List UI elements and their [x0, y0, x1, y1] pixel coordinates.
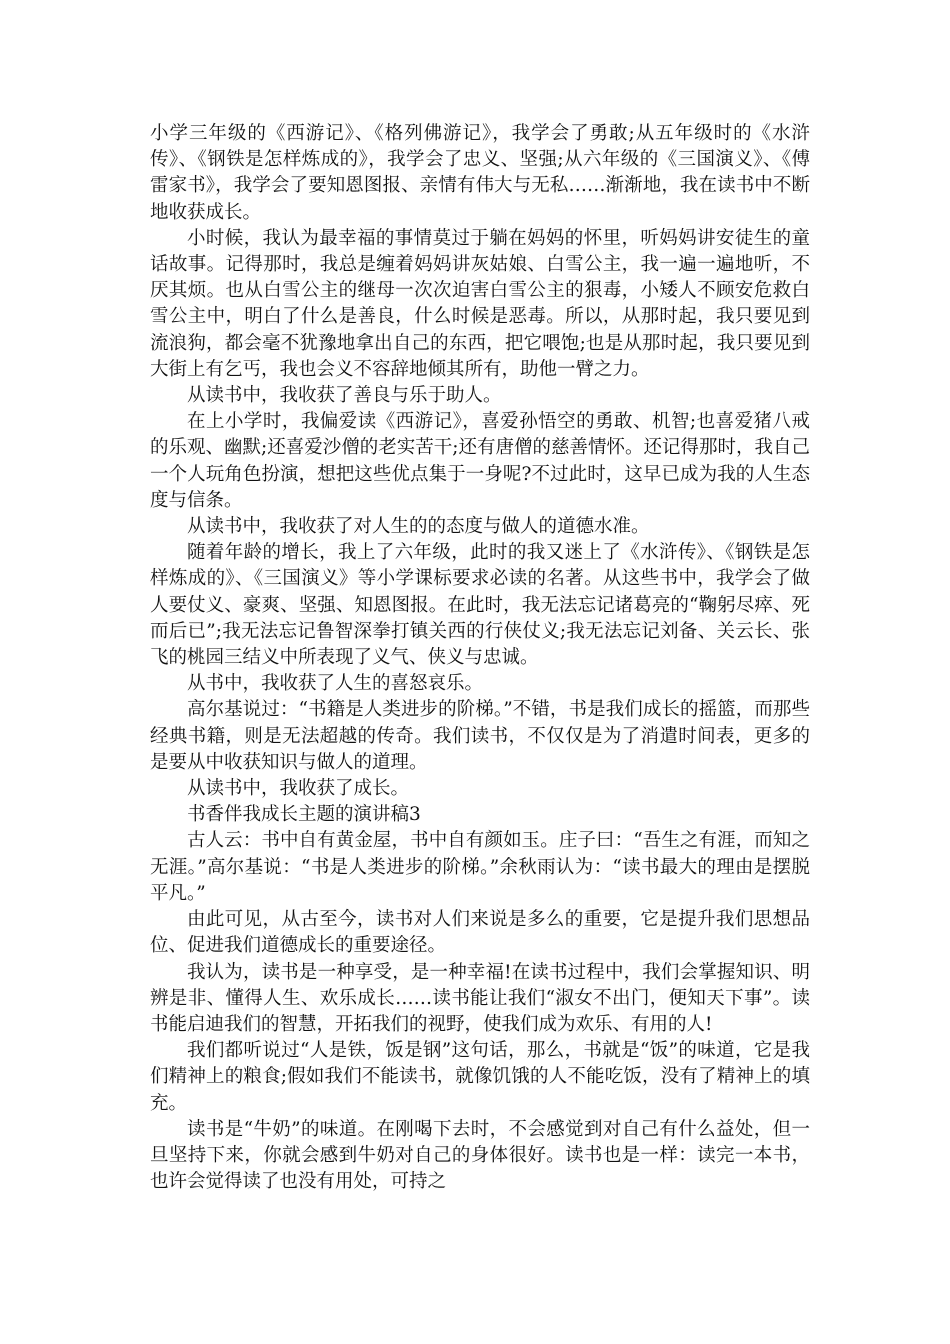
paragraph: 小时候，我认为最幸福的事情莫过于躺在妈妈的怀里，听妈妈讲安徒生的童话故事。记得那时，我总是缠着妈妈讲灰姑娘、白雪公主，我一遍一遍地听，不厌其烦。也从白雪公主的继母一次次迫害白雪公主的狠毒，小矮人不顾安危救白雪公主中，明白了什么是善良，什么时候是恶毒。所以，从那时起，我只要见到流浪狗，都会毫不犹豫地拿出自己的东西，把它喂饱;也是从那时起，我只要见到大街上有乞丐，我也会义不容辞地倾其所有，助他一臂之力。 [150, 227, 810, 380]
paragraph: 从读书中，我收获了对人生的的态度与做人的道德水准。 [187, 516, 650, 538]
paragraph: 读书是“牛奶”的味道。在刚喝下去时，不会感觉到对自己有什么益处，但一旦坚持下来，你就会感到牛奶对自己的身体很好。读书也是一样：读完一本书，也许会觉得读了也没有用处，可持之 [150, 1118, 810, 1193]
paragraph: 高尔基说过：“书籍是人类进步的阶梯。”不错，书是我们成长的摇篮，而那些经典书籍，则是无法超越的传奇。我们读书，不仅仅是为了消遣时间表，更多的是要从中收获知识与做人的道理。 [150, 699, 810, 773]
paragraph: 从书中，我收获了人生的喜怒哀乐。 [187, 673, 484, 695]
paragraph: 随着年龄的增长，我上了六年级，此时的我又迷上了《水浒传》、《钢铁是怎样炼成的》、《三国演义》等小学课标要求必读的名著。从这些书中，我学会了做人要仗义、豪爽、坚强、知恩图报。在此时，我无法忘记诸葛亮的“鞠躬尽瘁、死而后已”;我无法忘记鲁智深拳打镇关西的行侠仗义;我无法忘记刘备、关云长、张飞的桃园三结义中所表现了义气、侠义与忠诚。 [150, 542, 810, 669]
paragraph: 在上小学时，我偏爱读《西游记》，喜爱孙悟空的勇敢、机智;也喜爱猪八戒的乐观、幽默;还喜爱沙僧的老实苦干;还有唐僧的慈善情怀。还记得那时，我自己一个人玩角色扮演，想把这些优点集于一身呢?不过此时，这早已成为我的人生态度与信条。 [150, 411, 810, 511]
document-body [150, 121, 810, 1195]
section-heading: 书香伴我成长主题的演讲稿3 [187, 804, 421, 826]
paragraph: 由此可见，从古至今，读书对人们来说是多么的重要，它是提升我们思想品位、促进我们道德成长的重要途径。 [150, 909, 810, 957]
paragraph: 古人云：书中自有黄金屋，书中自有颜如玉。庄子曰：“吾生之有涯，而知之无涯。”高尔基说：“书是人类进步的阶梯。”余秋雨认为：“读书最大的理由是摆脱平凡。” [150, 830, 810, 904]
paragraph: 小学三年级的《西游记》、《格列佛游记》，我学会了勇敢;从五年级时的《水浒传》、《钢铁是怎样炼成的》，我学会了忠义、坚强;从六年级的《三国演义》、《傅雷家书》，我学会了要知恩图报、亲情有伟大与无私……渐渐地，我在读书中不断地收获成长。 [150, 123, 810, 223]
paragraph: 从读书中，我收获了成长。 [187, 778, 410, 800]
paragraph: 我认为，读书是一种享受，是一种幸福!在读书过程中，我们会掌握知识、明辨是非、懂得人生、欢乐成长……读书能让我们“淑女不出门，便知天下事”。读书能启迪我们的智慧，开拓我们的视野，使我们成为欢乐、有用的人! [150, 961, 810, 1035]
paragraph: 从读书中，我收获了善良与乐于助人。 [187, 385, 502, 407]
paragraph: 我们都听说过“人是铁，饭是钢”这句话，那么，书就是“饭”的味道，它是我们精神上的粮食;假如我们不能读书，就像饥饿的人不能吃饭，没有了精神上的填充。 [150, 1040, 810, 1114]
